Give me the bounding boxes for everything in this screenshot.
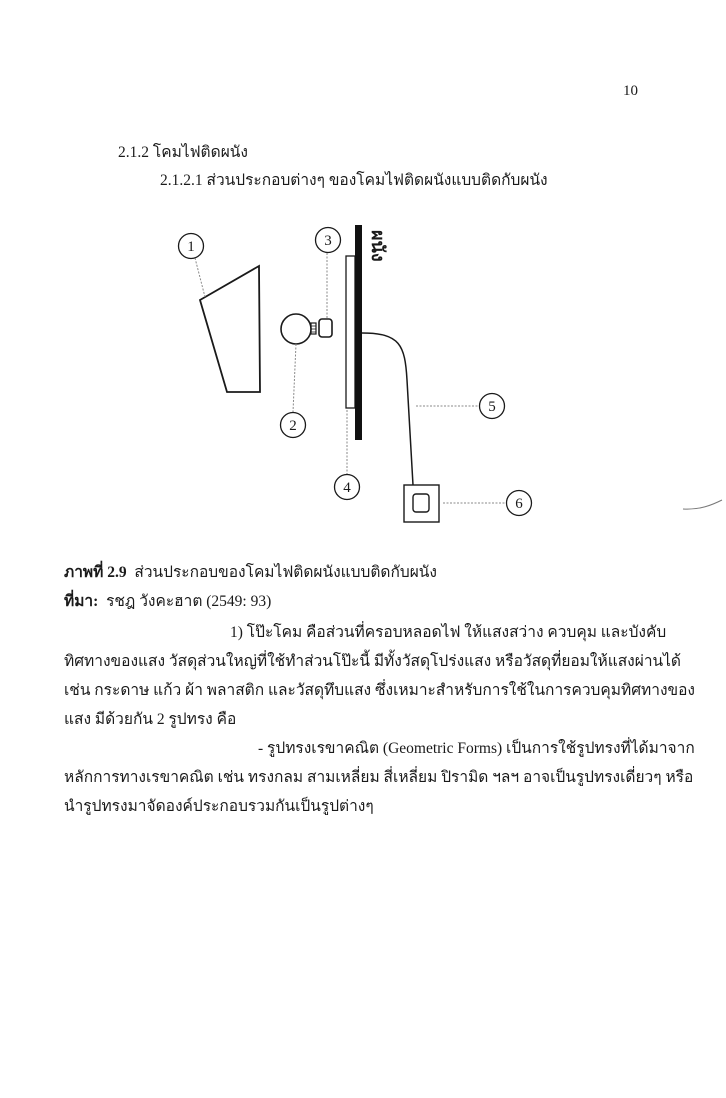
switch-button	[413, 494, 429, 512]
callout-1-label: 1	[187, 239, 195, 255]
caption-label: ภาพที่ 2.9	[64, 564, 127, 581]
callout-4-label: 4	[343, 480, 351, 496]
switch-box	[404, 485, 439, 522]
callout-5-label: 5	[488, 399, 496, 415]
source-label: ที่มา:	[64, 593, 99, 610]
cable	[362, 333, 413, 485]
callout-6	[507, 491, 532, 516]
callout-5	[480, 394, 505, 419]
wall	[355, 225, 362, 440]
figure-caption	[64, 562, 437, 584]
callout-4	[335, 475, 360, 500]
callout-2-label: 2	[289, 418, 297, 434]
callout-2	[281, 413, 306, 438]
backplate	[346, 256, 355, 408]
bulb	[281, 314, 311, 344]
stray-pen-mark	[683, 500, 722, 509]
subsection-heading: 2.1.2.1 ส่วนประกอบต่างๆ ของโคมไฟติดผนังแบบติดกับผนัง	[160, 172, 548, 189]
paragraph-2-line-1: - รูปทรงเรขาคณิต (Geometric Forms) เป็นการใช้รูปทรงที่ได้มาจาก	[258, 740, 695, 757]
paragraph-1-line-4: แสง มีด้วยกัน 2 รูปทรง คือ	[64, 711, 237, 728]
figure-source	[64, 591, 271, 613]
callout-6-label: 6	[515, 496, 523, 512]
wall-label: ผนัง	[368, 230, 388, 262]
callout-3	[316, 228, 341, 253]
paragraph-1-line-3: เช่น กระดาษ แก้ว ผ้า พลาสติก และวัสดุทึบแสง ซึ่งเหมาะสำหรับการใช้ในการควบคุมทิศทางของ	[64, 682, 695, 699]
callout-1	[179, 234, 204, 259]
paragraph-1-line-2: ทิศทางของแสง วัสดุส่วนใหญ่ที่ใช้ทำส่วนโป๊ะนี้ มีทั้งวัสดุโปร่งแสง หรือวัสดุที่ยอมให้แสงผ่านได้	[64, 653, 681, 670]
source-text: รชฎ วังคะฮาต (2549: 93)	[106, 593, 272, 610]
paragraph-2-line-2: หลักการทางเรขาคณิต เช่น ทรงกลม สามเหลี่ยม สี่เหลี่ยม ปิรามิด ฯลฯ อาจเป็นรูปทรงเดี่ยวๆ หรือ	[64, 769, 694, 786]
socket	[319, 319, 332, 337]
lamp-shade	[200, 266, 260, 392]
paragraph-2-line-3: นำรูปทรงมาจัดองค์ประกอบรวมกันเป็นรูปต่างๆ	[64, 798, 374, 815]
caption-text: ส่วนประกอบของโคมไฟติดผนังแบบติดกับผนัง	[134, 564, 437, 581]
page-number: 10	[623, 83, 638, 99]
section-heading: 2.1.2 โคมไฟติดผนัง	[118, 144, 248, 161]
callout-3-label: 3	[324, 233, 332, 249]
paragraph-1-line-1: 1) โป๊ะโคม คือส่วนที่ครอบหลอดไฟ ให้แสงสว่าง ควบคุม และบังคับ	[230, 624, 667, 641]
